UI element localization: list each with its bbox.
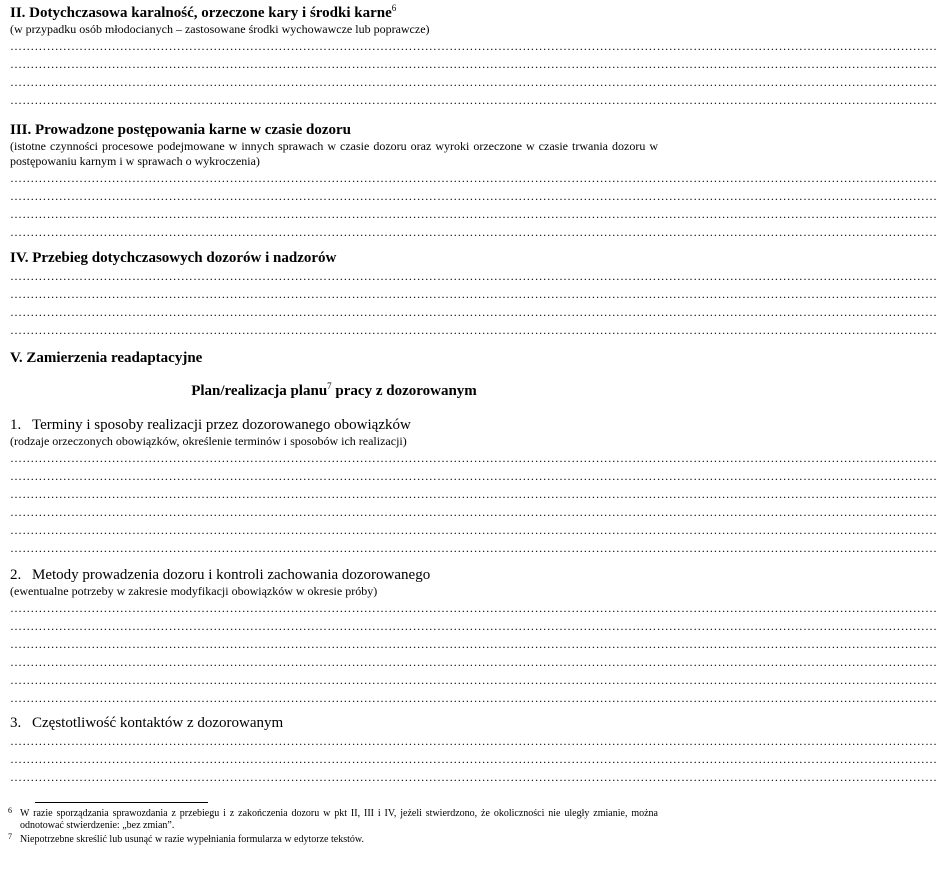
fill-line[interactable]: ………………………………………………………………………………………………………………………………………………………………………………………………………… <box>10 637 937 651</box>
footnote-7 <box>8 834 658 846</box>
fill-line[interactable]: ………………………………………………………………………………………………………………………………………………………………………………………………………… <box>10 451 937 465</box>
plan-title: Plan/realizacja planu$^7$ pracy z dozorowanym <box>191 381 477 399</box>
fill-line[interactable]: ………………………………………………………………………………………………………………………………………………………………………………………………………… <box>10 523 937 537</box>
fill-line[interactable]: ………………………………………………………………………………………………………………………………………………………………………………………………………… <box>10 691 937 705</box>
section-4-title: IV. Przebieg dotychczasowych dozorów i nadzorów <box>10 250 337 266</box>
item-2-title: 2. Metody prowadzenia dozoru i kontroli zachowania dozorowanego <box>10 567 431 583</box>
fill-line[interactable]: ………………………………………………………………………………………………………………………………………………………………………………………………………… <box>10 601 937 615</box>
item-2 <box>10 566 937 707</box>
fill-line[interactable]: ………………………………………………………………………………………………………………………………………………………………………………………………………… <box>10 75 937 89</box>
fill-line[interactable]: ………………………………………………………………………………………………………………………………………………………………………………………………………… <box>10 469 937 483</box>
fill-line[interactable]: ………………………………………………………………………………………………………………………………………………………………………………………………………… <box>10 487 937 501</box>
footnote-ref-7: 7 <box>327 381 332 391</box>
item-1 <box>10 416 937 557</box>
item-2-note: (ewentualne potrzeby w zakresie modyfikacji obowiązków w okresie próby) <box>10 584 378 598</box>
section-4 <box>10 249 937 339</box>
footnote-ref-6: 6 <box>391 3 397 13</box>
section-3-note: (istotne czynności procesowe podejmowane w innych sprawach w czasie dozoru oraz wyroki orzeczone w czasie trwania dozoru w postępowaniu karnym i w sprawach o wykroczenia) <box>10 139 658 168</box>
section-2-title: II. Dotychczasowa karalność, orzeczone kary i środki karne$^6$ <box>10 3 397 21</box>
footnote-number: 6 <box>8 806 12 815</box>
fill-line[interactable]: ………………………………………………………………………………………………………………………………………………………………………………………………………… <box>10 541 937 555</box>
fill-line[interactable]: ………………………………………………………………………………………………………………………………………………………………………………………………………… <box>10 505 937 519</box>
section-2 <box>10 3 937 109</box>
fill-line[interactable]: ………………………………………………………………………………………………………………………………………………………………………………………………………… <box>10 189 937 203</box>
fill-line[interactable]: ………………………………………………………………………………………………………………………………………………………………………………………………………… <box>10 287 937 301</box>
item-3-title: 3. Częstotliwość kontaktów z dozorowanym <box>10 715 284 731</box>
fill-line[interactable]: ………………………………………………………………………………………………………………………………………………………………………………………………………… <box>10 305 937 319</box>
fill-line[interactable]: ………………………………………………………………………………………………………………………………………………………………………………………………………… <box>10 57 937 71</box>
plan-heading <box>10 382 658 400</box>
footnote-text: W razie sporządzania sprawozdania z przebiegu i z zakończenia dozoru w pkt II, III i IV, jeżeli stwierdzono, że okoliczności nie uległy zmianie, można odnotować stwierdzenie: „bez zmian”. <box>20 808 658 831</box>
footnote-number: 7 <box>8 832 12 841</box>
fill-line[interactable]: ………………………………………………………………………………………………………………………………………………………………………………………………………… <box>10 655 937 669</box>
section-3 <box>10 121 937 241</box>
section-2-note: (w przypadku osób młodocianych – zastosowane środki wychowawcze lub poprawcze) <box>10 22 430 36</box>
fill-line[interactable]: ………………………………………………………………………………………………………………………………………………………………………………………………………… <box>10 734 937 748</box>
fill-line[interactable]: ………………………………………………………………………………………………………………………………………………………………………………………………………… <box>10 752 937 766</box>
fill-line[interactable]: ………………………………………………………………………………………………………………………………………………………………………………………………………… <box>10 93 937 107</box>
fill-line[interactable]: ………………………………………………………………………………………………………………………………………………………………………………………………………… <box>10 39 937 53</box>
fill-line[interactable]: ………………………………………………………………………………………………………………………………………………………………………………………………………… <box>10 323 937 337</box>
footnote-6 <box>8 808 658 832</box>
footnote-text: Niepotrzebne skreślić lub usunąć w razie wypełniania formularza w edytorze tekstów. <box>20 834 364 845</box>
footnote-divider <box>35 802 208 803</box>
fill-line[interactable]: ………………………………………………………………………………………………………………………………………………………………………………………………………… <box>10 171 937 185</box>
fill-line[interactable]: ………………………………………………………………………………………………………………………………………………………………………………………………………… <box>10 269 937 283</box>
section-3-title: III. Prowadzone postępowania karne w czasie dozoru <box>10 122 351 138</box>
item-1-note: (rodzaje orzeczonych obowiązków, określenie terminów i sposobów ich realizacji) <box>10 434 407 448</box>
fill-line[interactable]: ………………………………………………………………………………………………………………………………………………………………………………………………………… <box>10 770 937 784</box>
item-1-title: 1. Terminy i sposoby realizacji przez dozorowanego obowiązków <box>10 417 411 433</box>
fill-line[interactable]: ………………………………………………………………………………………………………………………………………………………………………………………………………… <box>10 225 937 239</box>
footnotes <box>8 808 658 848</box>
item-3 <box>10 714 937 786</box>
section-5-title: V. Zamierzenia readaptacyjne <box>10 350 203 366</box>
section-5 <box>10 349 658 367</box>
fill-line[interactable]: ………………………………………………………………………………………………………………………………………………………………………………………………………… <box>10 619 937 633</box>
fill-line[interactable]: ………………………………………………………………………………………………………………………………………………………………………………………………………… <box>10 207 937 221</box>
fill-line[interactable]: ………………………………………………………………………………………………………………………………………………………………………………………………………… <box>10 673 937 687</box>
